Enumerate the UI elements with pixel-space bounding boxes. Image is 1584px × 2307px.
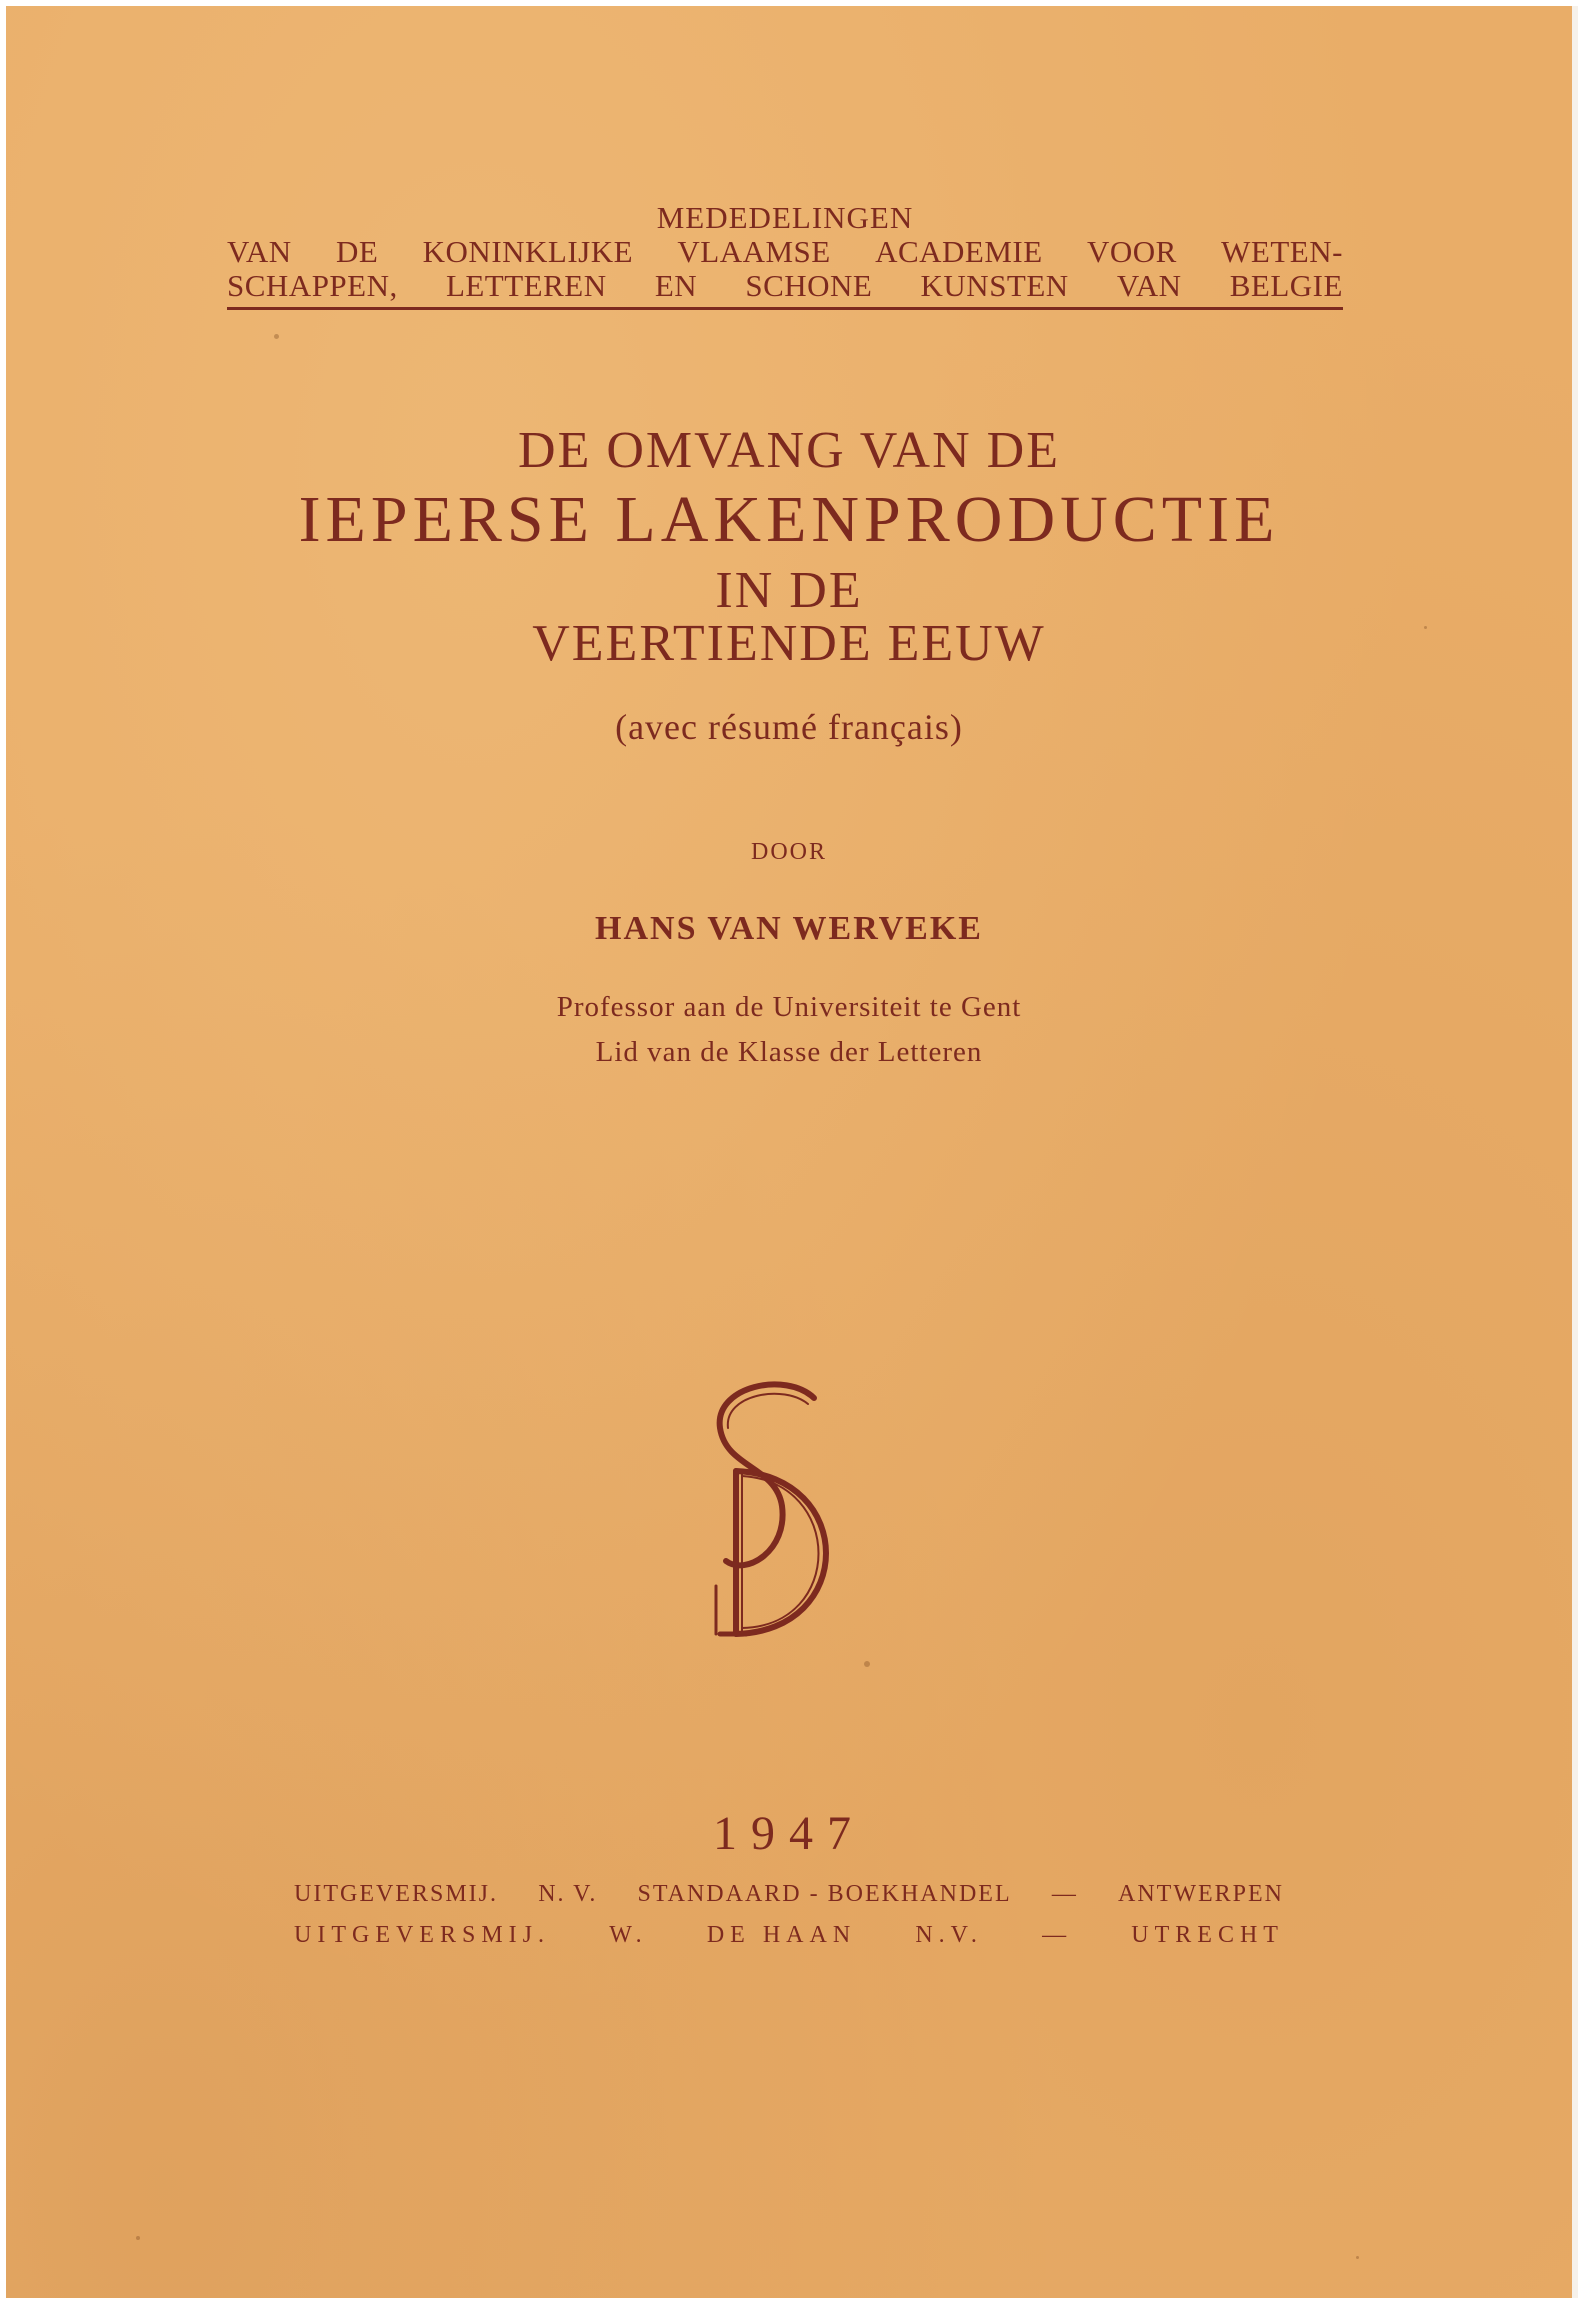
- series-header: [227, 201, 1343, 310]
- series-word: BELGIE: [1229, 268, 1343, 303]
- title-line-4: VEERTIENDE EEUW: [532, 615, 1046, 672]
- series-title: MEDEDELINGEN: [656, 200, 914, 235]
- book-cover: [6, 6, 1578, 2298]
- publication-year: 1947: [713, 1807, 865, 1860]
- author-affiliation-1: Professor aan de Universiteit te Gent: [556, 991, 1022, 1023]
- series-word: KONINKLIJKE: [422, 234, 634, 269]
- author-affiliation-2: Lid van de Klasse der Letteren: [595, 1036, 983, 1068]
- series-word: VAN: [227, 234, 292, 269]
- author-name: HANS VAN WERVEKE: [595, 910, 983, 947]
- series-word: DE: [336, 234, 379, 269]
- series-word: VOOR: [1087, 234, 1177, 269]
- publisher-word: W.: [609, 1922, 648, 1948]
- title-line-3: IN DE: [715, 562, 863, 619]
- publisher-word: N. V.: [538, 1881, 598, 1907]
- series-word: KUNSTEN: [920, 268, 1069, 303]
- series-word: VLAAMSE: [677, 234, 831, 269]
- header-rule: [227, 307, 1343, 310]
- publisher-word: —: [1042, 1922, 1073, 1948]
- publisher-line-2: [294, 1922, 1284, 1949]
- byline-door: DOOR: [750, 839, 827, 865]
- publisher-word: N.V.: [915, 1922, 983, 1948]
- series-word: SCHAPPEN,: [227, 268, 398, 303]
- publisher-word: UITGEVERSMIJ.: [294, 1922, 550, 1948]
- publisher-monogram-icon: [706, 1376, 856, 1646]
- paper-speck: [1356, 2256, 1359, 2259]
- series-word: ACADEMIE: [875, 234, 1043, 269]
- title-line-1: DE OMVANG VAN DE: [518, 422, 1060, 479]
- publisher-word: UITGEVERSMIJ.: [294, 1881, 498, 1907]
- publisher-word: DE HAAN: [706, 1922, 857, 1948]
- series-word: VAN: [1116, 268, 1182, 303]
- series-line-2: [227, 269, 1343, 303]
- publisher-word: STANDAARD - BOEKHANDEL: [637, 1881, 1012, 1907]
- paper-speck: [136, 2236, 140, 2240]
- publisher-word: UTRECHT: [1131, 1922, 1284, 1948]
- paper-speck: [864, 1661, 870, 1667]
- series-word: LETTEREN: [445, 268, 607, 303]
- subtitle: (avec résumé français): [615, 707, 963, 747]
- series-word: SCHONE: [745, 268, 873, 303]
- publisher-word: ANTWERPEN: [1118, 1881, 1284, 1907]
- publisher-line-1: [294, 1881, 1284, 1908]
- paper-speck: [274, 334, 279, 339]
- title-line-2: IEPERSE LAKENPRODUCTIE: [298, 483, 1280, 556]
- series-word: EN: [654, 268, 698, 303]
- publisher-word: —: [1051, 1881, 1078, 1907]
- series-line-1: [227, 235, 1343, 269]
- series-word: WETEN-: [1221, 234, 1343, 269]
